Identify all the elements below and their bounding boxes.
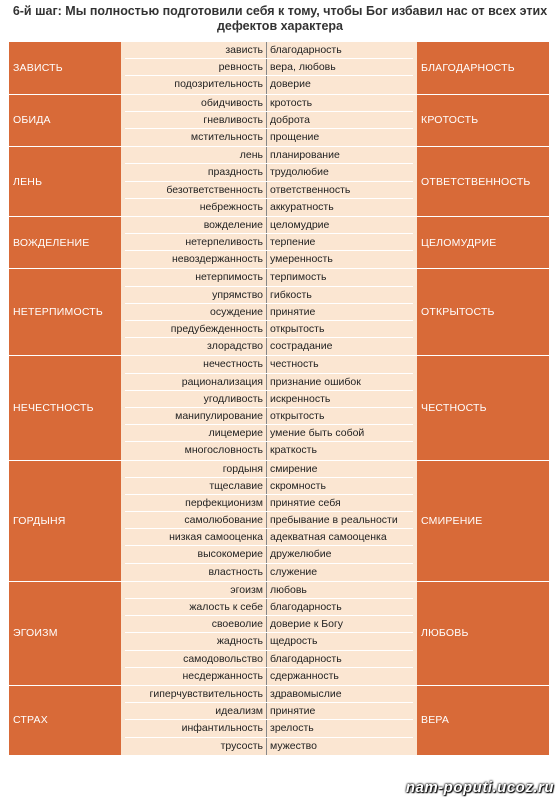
group-defect-label: ГОРДЫНЯ bbox=[9, 461, 121, 581]
group-defect-label: ВОЖДЕЛЕНИЕ bbox=[9, 217, 121, 269]
row-defect: высокомерие bbox=[125, 546, 267, 562]
row-defect: перфекционизм bbox=[125, 495, 267, 511]
table-row bbox=[125, 512, 413, 529]
group-virtue-label: ЧЕСТНОСТЬ bbox=[417, 356, 549, 459]
group-defect-label: СТРАХ bbox=[9, 686, 121, 755]
group-rows bbox=[121, 269, 417, 355]
row-virtue: адекватная самооценка bbox=[270, 531, 387, 544]
row-virtue: планирование bbox=[270, 149, 340, 162]
row-virtue: доверие к Богу bbox=[270, 618, 344, 631]
group-defect-label: НЕЧЕСТНОСТЬ bbox=[9, 356, 121, 459]
row-virtue: мужество bbox=[270, 739, 317, 752]
table-row bbox=[125, 529, 413, 546]
row-defect: вожделение bbox=[125, 217, 267, 233]
row-defect: ревность bbox=[125, 59, 267, 75]
table-row bbox=[125, 95, 413, 112]
table-row bbox=[125, 546, 413, 563]
row-virtue: любовь bbox=[270, 583, 307, 596]
group-defect-label: ОБИДА bbox=[9, 95, 121, 147]
row-virtue: открытость bbox=[270, 409, 325, 422]
row-defect: трусость bbox=[125, 738, 267, 755]
table-row bbox=[125, 425, 413, 442]
row-defect: невоздержанность bbox=[125, 251, 267, 268]
row-virtue: благодарность bbox=[270, 652, 342, 665]
row-virtue: щедрость bbox=[270, 635, 318, 648]
row-virtue: целомудрие bbox=[270, 218, 330, 231]
row-defect: многословность bbox=[125, 442, 267, 459]
defect-group bbox=[9, 147, 549, 216]
table-row bbox=[125, 668, 413, 685]
table-row bbox=[125, 199, 413, 216]
row-defect: рационализация bbox=[125, 374, 267, 390]
table-row bbox=[125, 321, 413, 338]
defect-group bbox=[9, 686, 549, 755]
row-defect: нетерпеливость bbox=[125, 234, 267, 250]
group-rows bbox=[121, 582, 417, 685]
row-virtue: принятие bbox=[270, 705, 316, 718]
table-row bbox=[125, 461, 413, 478]
table-row bbox=[125, 182, 413, 199]
table-row bbox=[125, 582, 413, 599]
row-defect: инфантильность bbox=[125, 720, 267, 736]
row-virtue: смирение bbox=[270, 462, 318, 475]
row-defect: упрямство bbox=[125, 287, 267, 303]
row-virtue: терпимость bbox=[270, 271, 327, 284]
row-defect: гневливость bbox=[125, 112, 267, 128]
row-defect: угодливость bbox=[125, 391, 267, 407]
table-row bbox=[125, 495, 413, 512]
table-row bbox=[125, 374, 413, 391]
table-row bbox=[125, 599, 413, 616]
row-defect: своеволие bbox=[125, 616, 267, 632]
table-row bbox=[125, 287, 413, 304]
table-row bbox=[125, 42, 413, 59]
table-row bbox=[125, 112, 413, 129]
table-row bbox=[125, 76, 413, 93]
row-virtue: открытость bbox=[270, 323, 325, 335]
row-virtue: дружелюбие bbox=[270, 548, 332, 561]
page-title: 6-й шаг: Мы полностью подготовили себя к тому, чтобы Бог избавил нас от всех этих дефектов характера bbox=[12, 4, 548, 33]
row-defect: подозрительность bbox=[125, 76, 267, 93]
table-row bbox=[125, 616, 413, 633]
group-virtue-label: ЦЕЛОМУДРИЕ bbox=[417, 217, 549, 269]
table-row bbox=[125, 686, 413, 703]
row-virtue: доверие bbox=[270, 78, 311, 91]
row-virtue: признание ошибок bbox=[270, 375, 361, 388]
row-defect: тщеславие bbox=[125, 478, 267, 494]
group-rows bbox=[121, 356, 417, 459]
defects-table bbox=[9, 42, 549, 755]
group-virtue-label: ЛЮБОВЬ bbox=[417, 582, 549, 685]
row-defect: самолюбование bbox=[125, 512, 267, 528]
row-virtue: кротость bbox=[270, 96, 313, 109]
row-defect: эгоизм bbox=[125, 582, 267, 598]
row-virtue: доброта bbox=[270, 113, 310, 126]
row-virtue: служение bbox=[270, 565, 318, 578]
row-virtue: пребывание в реальности bbox=[270, 514, 398, 527]
row-defect: жалость к себе bbox=[125, 599, 267, 615]
group-rows bbox=[121, 217, 417, 269]
defect-group bbox=[9, 356, 549, 459]
table-row bbox=[125, 442, 413, 459]
row-defect: самодовольство bbox=[125, 651, 267, 667]
row-defect: гордыня bbox=[125, 461, 267, 477]
row-virtue: принятие bbox=[270, 305, 316, 318]
row-virtue: аккуратность bbox=[270, 200, 334, 213]
row-defect: властность bbox=[125, 564, 267, 581]
group-virtue-label: КРОТОСТЬ bbox=[417, 95, 549, 147]
group-virtue-label: ОТКРЫТОСТЬ bbox=[417, 269, 549, 355]
group-virtue-label: СМИРЕНИЕ bbox=[417, 461, 549, 581]
row-virtue: принятие себя bbox=[270, 496, 341, 509]
row-defect: несдержанность bbox=[125, 668, 267, 685]
row-defect: злорадство bbox=[125, 338, 267, 355]
table-row bbox=[125, 738, 413, 755]
row-defect: мстительность bbox=[125, 129, 267, 146]
table-row bbox=[125, 651, 413, 668]
table-row bbox=[125, 234, 413, 251]
row-virtue: краткость bbox=[270, 444, 317, 457]
row-virtue: трудолюбие bbox=[270, 166, 329, 179]
table-row bbox=[125, 251, 413, 268]
row-defect: низкая самооценка bbox=[125, 529, 267, 545]
row-virtue: сострадание bbox=[270, 340, 333, 353]
group-rows bbox=[121, 95, 417, 147]
table-row bbox=[125, 147, 413, 164]
row-virtue: честность bbox=[270, 358, 319, 371]
row-defect: лень bbox=[125, 147, 267, 163]
defect-group bbox=[9, 461, 549, 581]
defect-group bbox=[9, 269, 549, 355]
group-virtue-label: БЛАГОДАРНОСТЬ bbox=[417, 42, 549, 94]
row-virtue: гибкость bbox=[270, 288, 312, 301]
defect-group bbox=[9, 42, 549, 94]
defect-group bbox=[9, 217, 549, 269]
row-defect: нетерпимость bbox=[125, 269, 267, 285]
row-virtue: терпение bbox=[270, 236, 316, 249]
table-row bbox=[125, 59, 413, 76]
table-row bbox=[125, 304, 413, 321]
row-defect: зависть bbox=[125, 42, 267, 58]
table-row bbox=[125, 356, 413, 373]
row-virtue: скромность bbox=[270, 479, 326, 492]
table-row bbox=[125, 564, 413, 581]
row-defect: лицемерие bbox=[125, 425, 267, 441]
table-row bbox=[125, 408, 413, 425]
row-defect: безответственность bbox=[125, 182, 267, 198]
row-virtue: сдержанность bbox=[270, 669, 339, 682]
row-virtue: искренность bbox=[270, 392, 331, 405]
defect-group bbox=[9, 582, 549, 685]
row-virtue: здравомыслие bbox=[270, 687, 342, 700]
group-defect-label: ЗАВИСТЬ bbox=[9, 42, 121, 94]
group-defect-label: НЕТЕРПИМОСТЬ bbox=[9, 269, 121, 355]
table-row bbox=[125, 217, 413, 234]
group-defect-label: ЭГОИЗМ bbox=[9, 582, 121, 685]
row-virtue: умеренность bbox=[270, 253, 333, 266]
watermark: nam-poputi.ucoz.ru bbox=[405, 779, 554, 796]
defect-group bbox=[9, 95, 549, 147]
row-defect: гиперчувствительность bbox=[125, 686, 267, 702]
table-row bbox=[125, 478, 413, 495]
row-defect: нечестность bbox=[125, 356, 267, 372]
table-row bbox=[125, 164, 413, 181]
row-virtue: благодарность bbox=[270, 44, 342, 56]
row-defect: предубежденность bbox=[125, 321, 267, 337]
group-rows bbox=[121, 461, 417, 581]
row-virtue: умение быть собой bbox=[270, 427, 365, 440]
group-virtue-label: ВЕРА bbox=[417, 686, 549, 755]
row-virtue: ответственность bbox=[270, 183, 351, 196]
row-virtue: зрелость bbox=[270, 722, 314, 735]
group-rows bbox=[121, 42, 417, 94]
row-virtue: прощение bbox=[270, 130, 320, 143]
row-defect: праздность bbox=[125, 164, 267, 180]
row-defect: идеализм bbox=[125, 703, 267, 719]
group-rows bbox=[121, 147, 417, 216]
row-virtue: благодарность bbox=[270, 601, 342, 613]
group-rows bbox=[121, 686, 417, 755]
table-row bbox=[125, 129, 413, 146]
row-defect: манипулирование bbox=[125, 408, 267, 424]
table-row bbox=[125, 391, 413, 408]
table-row bbox=[125, 633, 413, 650]
row-defect: небрежность bbox=[125, 199, 267, 216]
table-row bbox=[125, 269, 413, 286]
group-virtue-label: ОТВЕТСТВЕННОСТЬ bbox=[417, 147, 549, 216]
table-row bbox=[125, 703, 413, 720]
row-defect: жадность bbox=[125, 633, 267, 649]
row-virtue: вера, любовь bbox=[270, 61, 336, 74]
table-row bbox=[125, 338, 413, 355]
row-defect: обидчивость bbox=[125, 95, 267, 111]
table-row bbox=[125, 720, 413, 737]
group-defect-label: ЛЕНЬ bbox=[9, 147, 121, 216]
row-defect: осуждение bbox=[125, 304, 267, 320]
